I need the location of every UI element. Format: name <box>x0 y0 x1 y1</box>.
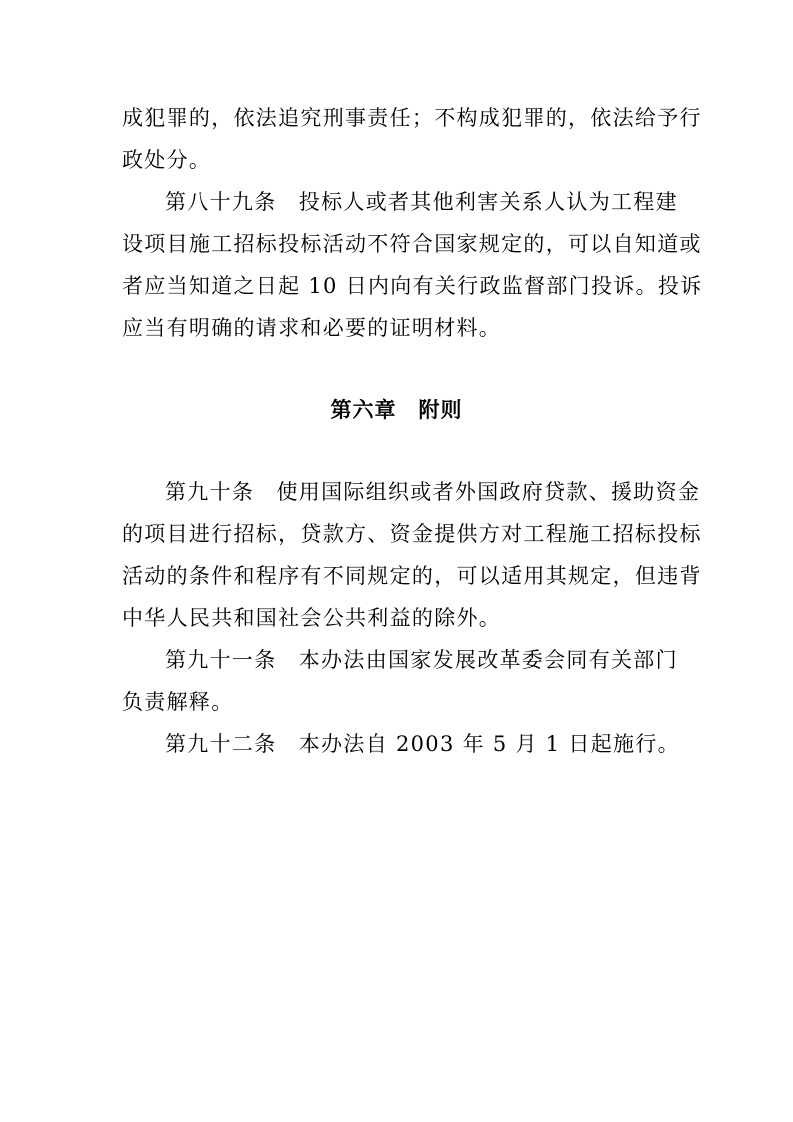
text-line: 的项目进行招标，贷款方、资金提供方对工程施工招标投标 <box>122 522 702 546</box>
text-line: 负责解释。 <box>122 690 234 714</box>
text-line: 政处分。 <box>122 148 212 172</box>
text-line: 活动的条件和程序有不同规定的，可以适用其规定，但违背 <box>122 564 702 588</box>
text-line: 应当有明确的请求和必要的证明材料。 <box>122 316 502 340</box>
article-90-start: 第九十条 使用国际组织或者外国政府贷款、援助资金 <box>165 480 701 504</box>
article-89-start: 第八十九条 投标人或者其他利害关系人认为工程建 <box>165 190 678 214</box>
text-line: 设项目施工招标投标活动不符合国家规定的，可以自知道或 <box>122 232 702 256</box>
text-line: 者应当知道之日起 10 日内向有关行政监督部门投诉。投诉 <box>122 274 703 298</box>
article-92: 第九十二条 本办法自 2003 年 5 月 1 日起施行。 <box>165 732 680 756</box>
text-line: 成犯罪的，依法追究刑事责任；不构成犯罪的，依法给予行 <box>122 106 702 130</box>
chapter-heading: 第六章 附则 <box>330 398 463 422</box>
text-line: 中华人民共和国社会公共利益的除外。 <box>122 606 502 630</box>
article-91-start: 第九十一条 本办法由国家发展改革委会同有关部门 <box>165 648 678 672</box>
